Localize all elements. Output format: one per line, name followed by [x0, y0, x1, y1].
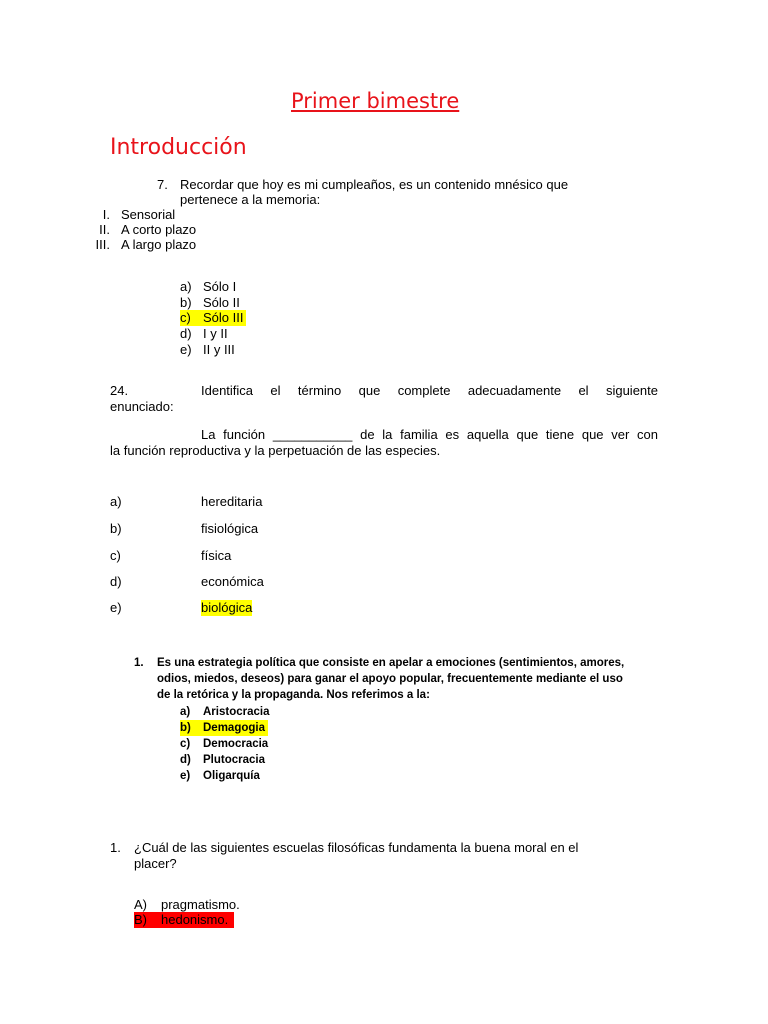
option-letter: d) [180, 326, 192, 341]
option-letter: B) [134, 912, 147, 927]
option-letter: e) [110, 600, 122, 615]
option-text: hereditaria [201, 494, 263, 509]
roman-item: A corto plazo [121, 222, 197, 237]
option-letter: A) [134, 897, 147, 912]
option-letter: c) [180, 738, 191, 750]
option-highlighted [180, 310, 246, 326]
question-text-line: odios, miedos, deseos) para ganar el apoyo popular, frecuentemente mediante el uso [157, 673, 623, 685]
option-text: hedonismo. [161, 912, 229, 927]
option-letter: b) [180, 722, 191, 734]
option-text: fisiológica [201, 521, 259, 536]
roman-item: A largo plazo [121, 237, 197, 252]
question-number: 1. [134, 657, 144, 669]
option-text: Sólo II [203, 295, 240, 310]
option-letter: a) [180, 706, 191, 718]
option-letter: d) [110, 574, 122, 589]
roman-numeral: III. [95, 237, 110, 252]
option-highlighted-red [134, 912, 234, 928]
question-text-line: Identifica el término que complete adecuadamente el siguiente [201, 383, 658, 398]
option-letter: d) [180, 754, 191, 766]
option-text: Aristocracia [203, 706, 270, 718]
question-text-line: Recordar que hoy es mi cumpleaños, es un contenido mnésico que [180, 177, 569, 192]
statement-line: la función reproductiva y la perpetuación de las especies. [110, 443, 441, 458]
option-letter: e) [180, 342, 192, 357]
option-letter: a) [110, 494, 122, 509]
option-text: Oligarquía [203, 770, 260, 782]
option-text-highlighted: biológica [201, 600, 253, 615]
option-text: Democracia [203, 738, 269, 750]
question-number: 7. [157, 177, 168, 192]
question-text-line: ¿Cuál de las siguientes escuelas filosóficas fundamenta la buena moral en el [134, 840, 579, 855]
question-text-line: enunciado: [110, 399, 174, 414]
option-text: Demagogia [203, 722, 265, 734]
option-letter: a) [180, 279, 192, 294]
roman-item: Sensorial [121, 207, 176, 222]
option-text: I y II [203, 326, 228, 341]
question-number: 24. [110, 383, 129, 398]
option-highlighted [180, 720, 268, 736]
question-text-line: pertenece a la memoria: [180, 192, 321, 207]
option-letter: e) [180, 770, 191, 782]
question-number: 1. [110, 840, 121, 855]
option-text: Sólo III [203, 310, 244, 325]
question-text-line: placer? [134, 856, 177, 871]
question-text-line: Es una estrategia política que consiste en apelar a emociones (sentimientos, amores, [157, 657, 625, 669]
section-heading: Introducción [110, 135, 247, 160]
roman-numeral: I. [102, 207, 110, 222]
option-text: II y III [203, 342, 235, 357]
roman-numeral: II. [99, 222, 110, 237]
option-text: Plutocracia [203, 754, 265, 766]
option-text: pragmatismo. [161, 897, 240, 912]
option-text: económica [201, 574, 264, 589]
option-letter: c) [110, 548, 121, 563]
option-letter: b) [180, 295, 192, 310]
statement-line: La función ___________ de la familia es aquella que tiene que ver con [201, 427, 658, 442]
question-text-line: de la retórica y la propaganda. Nos referimos a la: [157, 689, 430, 701]
page-title: Primer bimestre [291, 89, 460, 113]
option-text: física [201, 548, 232, 563]
option-letter: b) [110, 521, 122, 536]
option-letter: c) [180, 310, 191, 325]
option-text: Sólo I [203, 279, 237, 294]
